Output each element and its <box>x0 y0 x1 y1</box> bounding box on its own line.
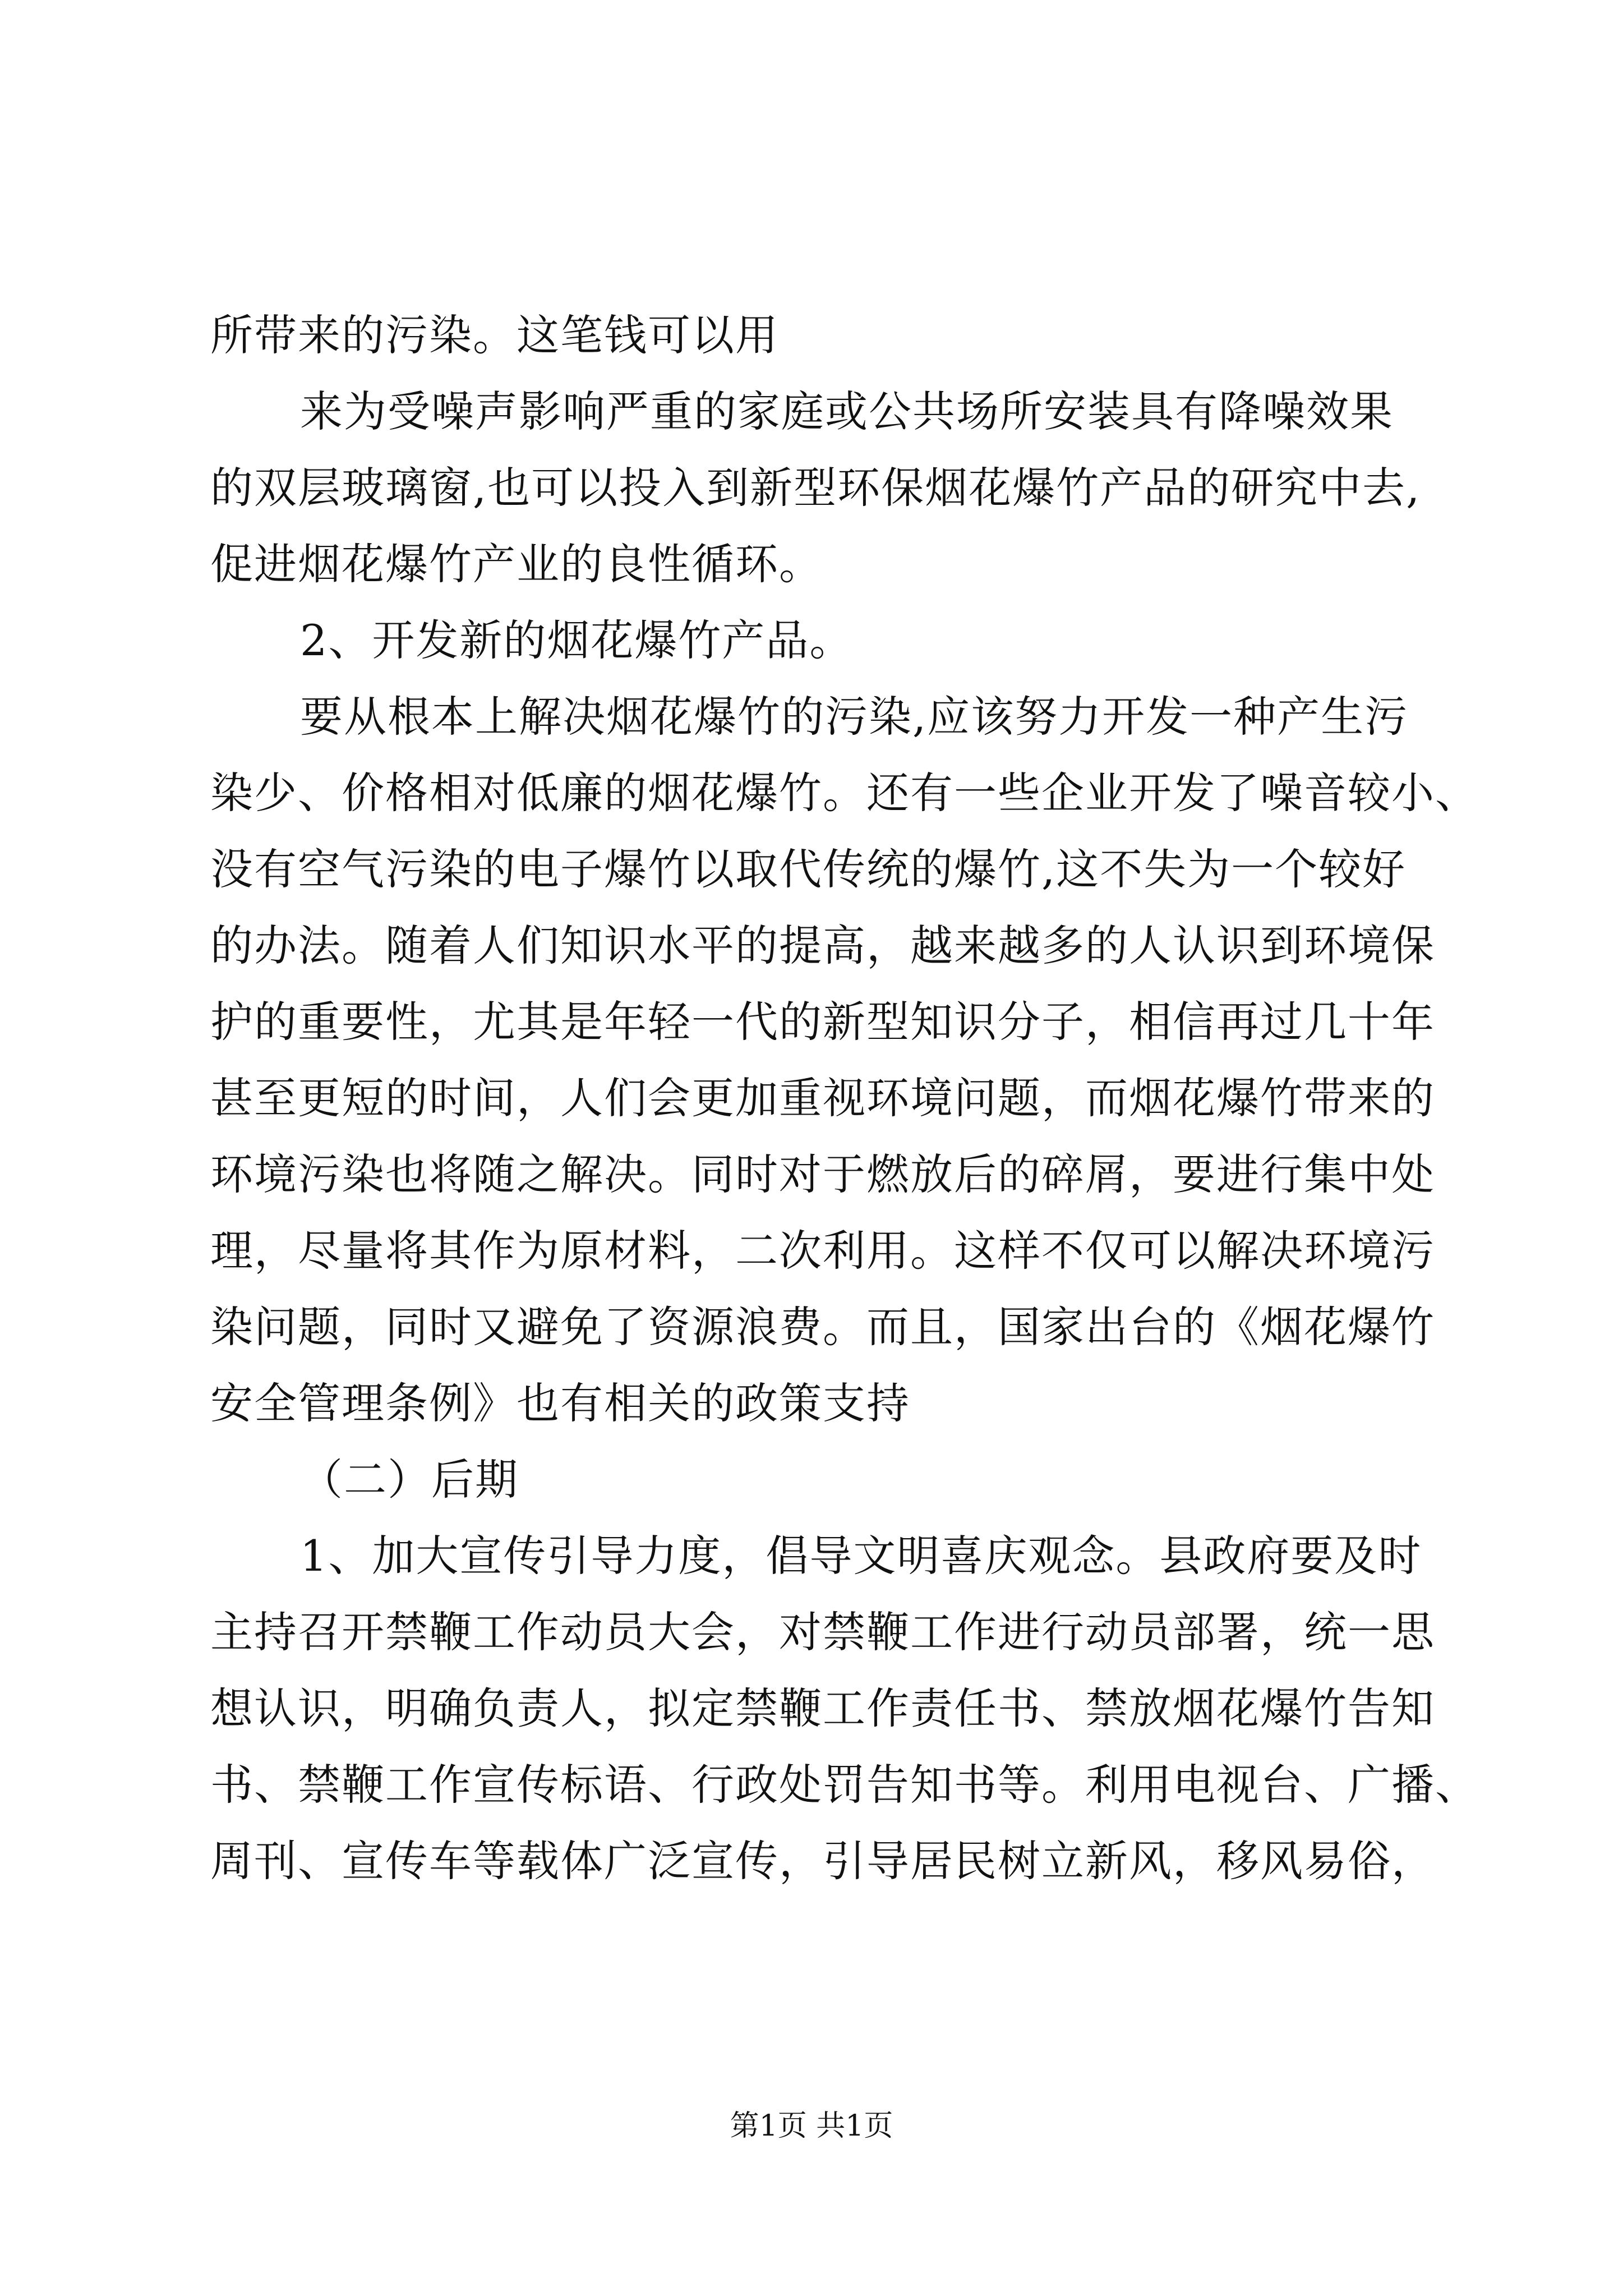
text-line: 书、禁鞭工作宣传标语、行政处罚告知书等。利用电视台、广播、 <box>210 1760 1479 1810</box>
text-line: 1、加大宣传引导力度，倡导文明喜庆观念。县政府要及时 <box>300 1531 1422 1581</box>
text-line: 的双层玻璃窗,也可以投入到新型环保烟花爆竹产品的研究中去, <box>210 463 1421 513</box>
text-line: 想认识，明确负责人，拟定禁鞭工作责任书、禁放烟花爆竹告知 <box>210 1683 1435 1733</box>
text-line: 没有空气污染的电子爆竹以取代传统的爆竹,这不失为一个较好 <box>210 844 1407 894</box>
text-line: 来为受噪声影响严重的家庭或公共场所安装具有降噪效果 <box>300 386 1394 436</box>
text-line: 甚至更短的时间，人们会更加重视环境问题，而烟花爆竹带来的 <box>210 1073 1435 1123</box>
text-line: 的办法。随着人们知识水平的提高，越来越多的人认识到环境保 <box>210 921 1435 970</box>
text-line: 2、开发新的烟花爆竹产品。 <box>300 615 854 665</box>
text-line: 主持召开禁鞭工作动员大会，对禁鞭工作进行动员部署，统一思 <box>210 1607 1435 1657</box>
document-body <box>210 297 1500 1899</box>
text-line: 周刊、宣传车等载体广泛宣传，引导居民树立新风，移风易俗， <box>210 1836 1435 1886</box>
text-line: 护的重要性，尤其是年轻一代的新型知识分子，相信再过几十年 <box>210 997 1435 1047</box>
text-line: 环境污染也将随之解决。同时对于燃放后的碎屑，要进行集中处 <box>210 1149 1435 1199</box>
text-line: 要从根本上解决烟花爆竹的污染,应该努力开发一种产生污 <box>300 692 1409 742</box>
text-line: 理，尽量将其作为原材料，二次利用。这样不仅可以解决环境污 <box>210 1226 1435 1276</box>
text-line: 染少、价格相对低廉的烟花爆竹。还有一些企业开发了噪音较小、 <box>210 768 1479 818</box>
text-line: 染问题，同时又避免了资源浪费。而且，国家出台的《烟花爆竹 <box>210 1302 1435 1352</box>
text-line: 所带来的污染。这笔钱可以用 <box>210 310 779 360</box>
text-line: （二）后期 <box>300 1455 519 1504</box>
text-line: 促进烟花爆竹产业的良性循环。 <box>210 539 823 589</box>
page-footer: 第1页 共1页 <box>730 2109 893 2143</box>
text-line: 安全管理条例》也有相关的政策支持 <box>210 1378 910 1428</box>
